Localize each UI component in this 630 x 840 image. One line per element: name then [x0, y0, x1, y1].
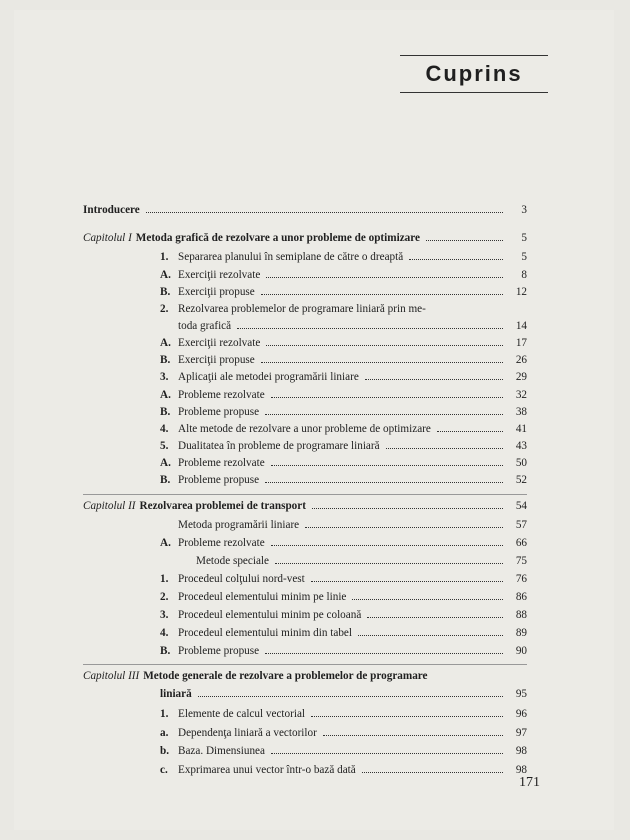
toc-chapter-2[interactable] [83, 500, 527, 512]
toc-entry-page: 57 [515, 519, 527, 531]
toc-entry-label: Alte metode de rezolvare a unor probleme de optimizare [178, 423, 431, 435]
toc-entry-label: Exerciţii rezolvate [178, 337, 261, 349]
section-divider [83, 494, 527, 495]
chapter-number: Capitolul III [83, 670, 140, 682]
toc-entry[interactable] [160, 474, 527, 486]
entry-mark: B. [160, 474, 171, 486]
leader-dots [305, 527, 503, 528]
leader-dots [265, 482, 503, 483]
entry-mark: 5. [160, 440, 169, 452]
toc-entry[interactable] [160, 627, 527, 639]
entry-mark: B. [160, 645, 171, 657]
toc-entry-label: Probleme rezolvate [178, 389, 265, 401]
toc-entry-page: 5 [521, 232, 527, 244]
toc-entry-page: 43 [515, 440, 527, 452]
leader-dots [198, 696, 503, 697]
entry-mark: 3. [160, 371, 169, 383]
toc-entry-page: 89 [515, 627, 527, 639]
leader-dots [266, 277, 503, 278]
chapter-title-continued: liniară [160, 688, 192, 700]
toc-entry-label: Aplicaţii ale metodei programării liniare [178, 371, 359, 383]
toc-entry[interactable] [160, 519, 527, 531]
toc-entry-page: 50 [515, 457, 527, 469]
toc-entry-page: 12 [515, 286, 527, 298]
page-number: 171 [519, 775, 540, 790]
toc-entry-label: Separarea planului în semiplane de către o dreaptă [178, 251, 404, 263]
toc-entry[interactable] [160, 337, 527, 349]
toc-entry[interactable] [160, 286, 527, 298]
entry-mark: B. [160, 286, 171, 298]
entry-mark: 2. [160, 303, 169, 315]
toc-entry-page: 90 [515, 645, 527, 657]
toc-chapter-3[interactable] [83, 670, 527, 682]
leader-dots [271, 545, 503, 546]
toc-entry[interactable] [160, 764, 527, 776]
toc-entry[interactable] [160, 303, 527, 315]
chapter-title: Rezolvarea problemei de transport [139, 500, 306, 512]
toc-entry[interactable] [160, 537, 527, 549]
toc-entry[interactable] [160, 406, 527, 418]
toc-entry[interactable] [160, 389, 527, 401]
entry-mark: A. [160, 537, 171, 549]
entry-mark: 1. [160, 708, 169, 720]
toc-entry-page: 66 [515, 537, 527, 549]
toc-entry[interactable] [160, 354, 527, 366]
toc-entry-page: 76 [515, 573, 527, 585]
leader-dots [261, 294, 503, 295]
toc-entry[interactable] [160, 708, 527, 720]
toc-entry-page: 96 [515, 708, 527, 720]
toc-entry-page: 52 [515, 474, 527, 486]
toc-entry-label: Probleme propuse [178, 474, 260, 486]
chapter-number: Capitolul I [83, 232, 132, 244]
toc-entry-label: Exerciţii propuse [178, 354, 255, 366]
leader-dots [271, 397, 503, 398]
toc-entry-page: 95 [515, 688, 527, 700]
leader-dots [311, 581, 503, 582]
leader-dots [409, 259, 503, 260]
toc-entry-page: 97 [515, 727, 527, 739]
leader-dots [312, 508, 503, 509]
toc-entry-page: 8 [521, 269, 527, 281]
toc-entry-label: Exerciţii propuse [178, 286, 255, 298]
toc-entry-page: 3 [521, 204, 527, 216]
toc-entry-label: Procedeul colţului nord-vest [178, 573, 305, 585]
toc-entry-page: 75 [515, 555, 527, 567]
leader-dots [365, 379, 503, 380]
leader-dots [237, 328, 503, 329]
toc-entry-page: 86 [515, 591, 527, 603]
toc-entry-page: 54 [515, 500, 527, 512]
toc-entry-label: Exprimarea unui vector într-o bază dată [178, 764, 356, 776]
entry-mark: 4. [160, 627, 169, 639]
entry-mark: A. [160, 337, 171, 349]
chapter-number: Capitolul II [83, 500, 136, 512]
entry-mark: B. [160, 406, 171, 418]
leader-dots [358, 635, 503, 636]
entry-mark: A. [160, 269, 171, 281]
toc-entry[interactable] [160, 269, 527, 281]
page-title: Cuprins [425, 61, 523, 86]
toc-entry-page: 41 [515, 423, 527, 435]
chapter-title: Metode generale de rezolvare a problemelor de programare [143, 670, 428, 682]
toc-entry[interactable] [160, 573, 527, 585]
entry-mark: 4. [160, 423, 169, 435]
leader-dots [437, 431, 503, 432]
toc-entry-label: Procedeul elementului minim pe coloană [178, 609, 362, 621]
leader-dots [271, 465, 503, 466]
entry-mark: A. [160, 389, 171, 401]
toc-entry-label: Procedeul elementului minim pe linie [178, 591, 347, 603]
toc-entry[interactable] [160, 423, 527, 435]
toc-entry-introducere[interactable] [83, 204, 527, 216]
leader-dots [146, 212, 503, 213]
toc-entry-page: 98 [515, 745, 527, 757]
toc-entry-page: 14 [515, 320, 527, 332]
toc-entry-label: Metode speciale [196, 555, 269, 567]
leader-dots [386, 448, 503, 449]
entry-mark: c. [160, 764, 168, 776]
toc-entry-label: Dependenţa liniară a vectorilor [178, 727, 317, 739]
section-divider [83, 664, 527, 665]
toc-entry[interactable] [160, 645, 527, 657]
toc-entry-label: Exerciţii rezolvate [178, 269, 261, 281]
toc-entry-label: Baza. Dimensiunea [178, 745, 265, 757]
toc-entry-label: Rezolvarea problemelor de programare liniară prin me- [178, 303, 426, 315]
entry-mark: A. [160, 457, 171, 469]
leader-dots [362, 772, 503, 773]
leader-dots [275, 563, 503, 564]
toc-entry-page: 38 [515, 406, 527, 418]
toc-entry-page: 32 [515, 389, 527, 401]
toc-entry-label: Procedeul elementului minim din tabel [178, 627, 352, 639]
toc-entry-label: Probleme rezolvate [178, 457, 265, 469]
entry-mark: 2. [160, 591, 169, 603]
toc-entry-label: Probleme propuse [178, 645, 260, 657]
leader-dots [261, 362, 503, 363]
toc-entry[interactable] [160, 591, 527, 603]
leader-dots [265, 414, 503, 415]
leader-dots [426, 240, 503, 241]
toc-entry[interactable] [160, 609, 527, 621]
toc-entry-label: Probleme propuse [178, 406, 260, 418]
entry-mark: 1. [160, 251, 169, 263]
entry-mark: 1. [160, 573, 169, 585]
leader-dots [352, 599, 503, 600]
toc-entry[interactable] [178, 555, 527, 567]
toc-entry-page: 17 [515, 337, 527, 349]
chapter-title: Metoda grafică de rezolvare a unor probleme de optimizare [135, 232, 420, 244]
leader-dots [265, 653, 503, 654]
toc-entry[interactable] [160, 457, 527, 469]
toc-entry-label: Probleme rezolvate [178, 537, 265, 549]
toc-entry-page: 29 [515, 371, 527, 383]
entry-mark: b. [160, 745, 170, 757]
toc-entry-page: 98 [515, 764, 527, 776]
leader-dots [311, 716, 503, 717]
leader-dots [323, 735, 503, 736]
toc-entry-label: Dualitatea în probleme de programare liniară [178, 440, 380, 452]
toc-entry[interactable] [160, 371, 527, 383]
toc-entry-label: toda grafică [178, 320, 232, 332]
entry-mark: a. [160, 727, 169, 739]
toc-entry-label: Metoda programării liniare [178, 519, 300, 531]
toc-entry[interactable] [160, 440, 527, 452]
toc-entry[interactable] [160, 320, 527, 332]
toc-entry-label: Elemente de calcul vectorial [178, 708, 306, 720]
toc-entry-label: Introducere [83, 204, 140, 216]
toc-entry-page: 26 [515, 354, 527, 366]
entry-mark: B. [160, 354, 171, 366]
entry-mark: 3. [160, 609, 169, 621]
toc-entry-page: 5 [521, 251, 527, 263]
leader-dots [266, 345, 503, 346]
toc-entry[interactable] [160, 745, 527, 757]
toc-entry[interactable] [160, 727, 527, 739]
leader-dots [271, 753, 503, 754]
toc-chapter-1[interactable] [83, 232, 527, 244]
toc-chapter-3-continued[interactable] [160, 688, 527, 700]
toc-entry[interactable] [160, 251, 527, 263]
leader-dots [367, 617, 503, 618]
toc-entry-page: 88 [515, 609, 527, 621]
